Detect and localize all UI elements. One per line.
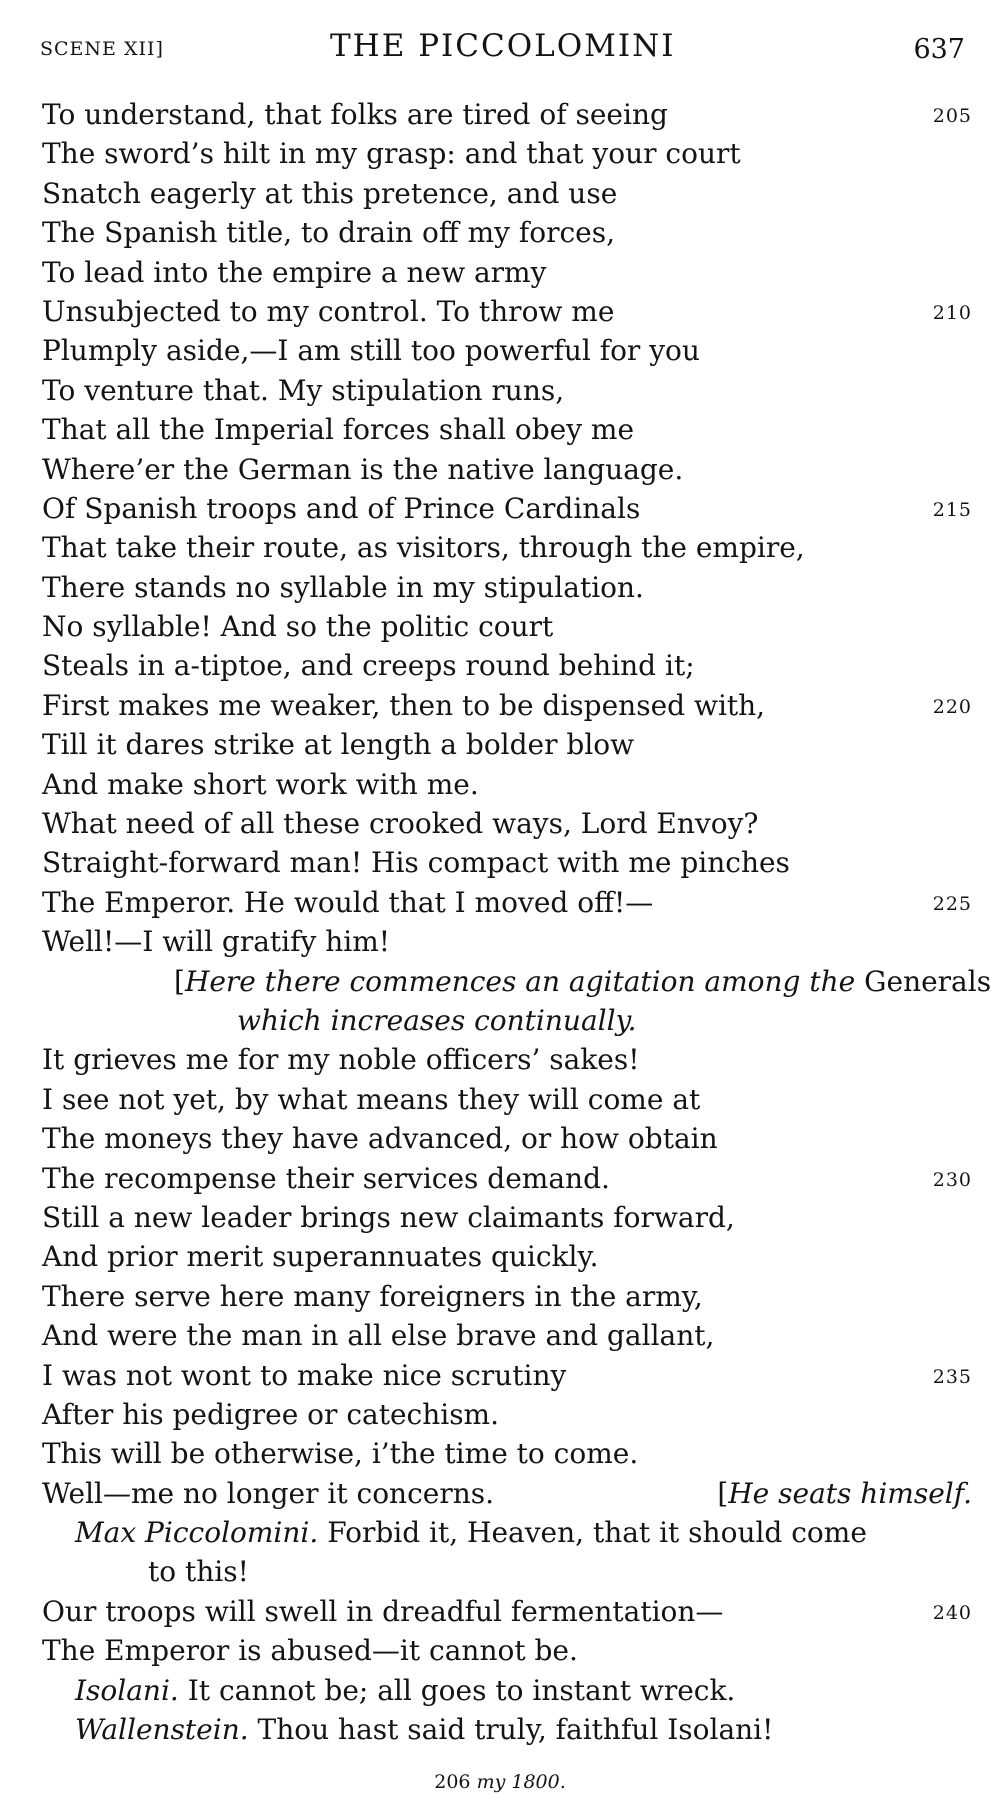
verse-line	[42, 1198, 972, 1237]
speaker-name: Isolani.	[75, 1673, 179, 1707]
speaker-name: Wallenstein.	[75, 1713, 249, 1747]
stage-direction	[42, 962, 992, 1001]
verse-line	[42, 1631, 972, 1670]
line-number: 235	[932, 1365, 972, 1388]
line-text: To understand, that folks are tired of seeing	[42, 98, 668, 131]
verse-line	[42, 1316, 972, 1355]
line-number: 230	[932, 1168, 972, 1191]
speech-text: Thou hast said truly, faithful Isolani!	[257, 1713, 774, 1747]
line-text: Of Spanish troops and of Prince Cardinals	[42, 491, 641, 525]
line-number: 225	[932, 892, 972, 915]
verse-line	[42, 213, 972, 252]
footnote-number: 206	[434, 1771, 471, 1793]
speech-max-piccolomini	[42, 1513, 972, 1552]
verse-line	[42, 450, 972, 489]
line-text: And make short work with me.	[42, 767, 479, 801]
page-title: THE PICCOLOMINI	[330, 28, 676, 64]
line-text: Unsubjected to my control. To throw me	[42, 294, 615, 328]
line-text: The Emperor is abused—it cannot be.	[42, 1634, 578, 1668]
verse-line	[42, 1237, 972, 1276]
line-text: And were the man in all else brave and gallant,	[42, 1319, 715, 1353]
line-number: 220	[932, 695, 972, 718]
speech-text: Forbid it, Heaven, that it should come	[327, 1516, 867, 1550]
line-text: The moneys they have advanced, or how obtain	[42, 1122, 718, 1156]
verse-line	[42, 371, 972, 410]
verse-line	[42, 843, 972, 882]
line-text: Our troops will swell in dreadful fermentation—	[42, 1594, 724, 1628]
line-text: To venture that. My stipulation runs,	[42, 373, 565, 407]
line-text: Plumply aside,—I am still too powerful for you	[42, 334, 700, 368]
line-text: I was not wont to make nice scrutiny	[42, 1358, 567, 1392]
stage-direction-continued	[42, 1001, 972, 1040]
verse-line	[42, 292, 972, 331]
verse-line	[42, 568, 972, 607]
line-text: The Emperor. He would that I moved off!—	[42, 885, 654, 919]
stage-direction-italic: which increases continually.	[237, 1003, 637, 1037]
stage-direction-italic: Here there commences an agitation among the	[184, 964, 856, 998]
line-text: I see not yet, by what means they will come at	[42, 1082, 701, 1116]
verse-line	[42, 134, 972, 173]
line-text: The recompense their services demand.	[42, 1161, 610, 1195]
line-number: 215	[932, 498, 972, 521]
line-text: Snatch eagerly at this pretence, and use	[42, 176, 618, 210]
line-text: There serve here many foreigners in the army,	[42, 1279, 703, 1313]
verse-line	[42, 922, 972, 961]
footnote-text: my 1800.	[476, 1771, 566, 1793]
verse-line	[42, 883, 972, 922]
verse-line	[42, 489, 972, 528]
stage-direction-roman: Generals	[864, 964, 992, 998]
page-number: 637	[913, 34, 965, 65]
verse-line	[42, 1080, 972, 1119]
verse-line	[42, 1119, 972, 1158]
stage-bracket: [	[717, 1476, 729, 1510]
verse-line	[42, 804, 972, 843]
line-text: Well—me no longer it concerns.	[42, 1476, 495, 1510]
line-text: The sword’s hilt in my grasp: and that your court	[42, 137, 741, 171]
stage-bracket: [	[174, 964, 185, 998]
speech-isolani	[42, 1671, 972, 1710]
line-number: 210	[932, 301, 972, 324]
verse-line	[42, 95, 972, 134]
verse-line	[42, 686, 972, 725]
line-text: And prior merit superannuates quickly.	[42, 1240, 599, 1274]
verse-line	[42, 1040, 972, 1079]
verse-line	[42, 331, 972, 370]
verse-text	[42, 95, 992, 1749]
verse-line	[42, 174, 972, 213]
footnote	[0, 1771, 1000, 1793]
verse-line	[42, 725, 972, 764]
verse-line	[42, 1159, 972, 1198]
line-text: Straight-forward man! His compact with me pinches	[42, 846, 790, 880]
verse-line	[42, 1395, 972, 1434]
verse-line	[42, 607, 972, 646]
verse-line	[42, 528, 972, 567]
line-text: Where’er the German is the native language.	[42, 452, 684, 486]
line-text: It grieves me for my noble officers’ sakes!	[42, 1043, 640, 1077]
line-text: This will be otherwise, i’the time to come.	[42, 1437, 639, 1471]
line-text: Steals in a-tiptoe, and creeps round behind it;	[42, 649, 695, 683]
verse-line	[42, 1474, 972, 1513]
stage-direction-italic: He seats himself.	[728, 1476, 972, 1510]
verse-line	[42, 1277, 972, 1316]
speaker-name: Max Piccolomini.	[75, 1516, 319, 1550]
scene-label: SCENE XII]	[40, 38, 164, 60]
line-text: To lead into the empire a new army	[42, 255, 547, 289]
line-text: The Spanish title, to drain off my forces,	[42, 216, 616, 250]
line-text: There stands no syllable in my stipulation.	[42, 570, 644, 604]
line-text: That take their route, as visitors, through the empire,	[42, 531, 805, 565]
line-number: 240	[932, 1601, 972, 1624]
verse-line	[42, 646, 972, 685]
stage-direction	[717, 1474, 972, 1513]
line-text: No syllable! And so the politic court	[42, 610, 554, 644]
line-text: What need of all these crooked ways, Lord Envoy?	[42, 807, 759, 841]
speech-wallenstein	[42, 1710, 972, 1749]
line-text: Well!—I will gratify him!	[42, 925, 391, 959]
verse-line	[42, 253, 972, 292]
line-text: First makes me weaker, then to be dispensed with,	[42, 688, 766, 722]
running-head	[40, 26, 965, 66]
speech-text: It cannot be; all goes to instant wreck.	[187, 1673, 736, 1707]
line-text: Till it dares strike at length a bolder blow	[42, 728, 635, 762]
line-text: Still a new leader brings new claimants forward,	[42, 1200, 735, 1234]
line-text: After his pedigree or catechism.	[42, 1397, 500, 1431]
line-text: That all the Imperial forces shall obey me	[42, 413, 635, 447]
verse-line	[42, 1592, 972, 1631]
verse-line	[42, 1356, 972, 1395]
speech-text: to this!	[148, 1555, 249, 1589]
speech-continued	[42, 1552, 972, 1591]
verse-line	[42, 410, 972, 449]
verse-line	[42, 1434, 972, 1473]
verse-line	[42, 765, 972, 804]
line-number: 205	[932, 105, 972, 127]
